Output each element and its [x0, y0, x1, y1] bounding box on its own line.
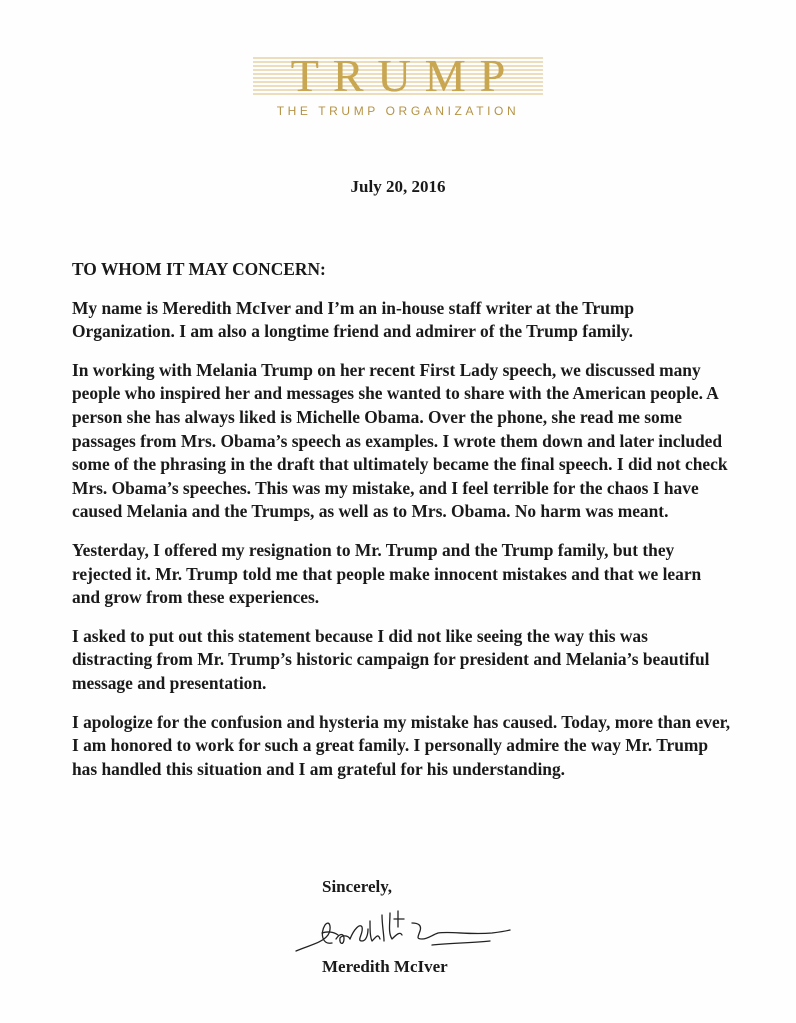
paragraph-apology: I apologize for the confusion and hysteria my mistake has caused. Today, more than ever, I am honored to work for such a great family. I personally admire the way Mr. Trump has handled this situation and I am grateful for his understanding.	[72, 711, 731, 779]
paragraph-resignation: Yesterday, I offered my resignation to Mr. Trump and the Trump family, but they rejected it. Mr. Trump told me that people make innocent mistakes and that we learn and grow from these experiences.	[72, 539, 702, 608]
paragraph-statement: I asked to put out this statement because I did not like seeing the way this was distracting from Mr. Trump’s historic campaign for president and Melania’s beautiful message and presentation.	[72, 625, 710, 693]
letter-body	[72, 258, 732, 796]
salutation: TO WHOM IT MAY CONCERN:	[72, 259, 326, 279]
closing: Sincerely,	[322, 877, 393, 896]
trump-logo	[253, 52, 543, 100]
handwritten-signature	[292, 905, 512, 965]
letterhead	[0, 52, 796, 105]
paragraph-speech: In working with Melania Trump on her recent First Lady speech, we discussed many people who inspired her and messages she wanted to share with the American people. A person she has always liked is Michelle Obama. Over the phone, she read me some passages from Mrs. Obama’s speech as examples. I wrote them down and later included some of the phrasing in the draft that ultimately became the final speech. I did not check Mrs. Obama’s speeches. This was my mistake, and I feel terrible for the chaos I have caused Melania and the Trumps, as well as to Mrs. Obama. No harm was meant.	[72, 359, 728, 522]
organization-name: THE TRUMP ORGANIZATION	[276, 104, 520, 118]
logo-wordmark: TRUMP	[290, 50, 520, 101]
letter-date: July 20, 2016	[350, 177, 446, 196]
signer-name: Meredith McIver	[322, 957, 448, 976]
paragraph-intro: My name is Meredith McIver and I’m an in-house staff writer at the Trump Organization. I am also a longtime friend and admirer of the Trump family.	[72, 297, 635, 342]
